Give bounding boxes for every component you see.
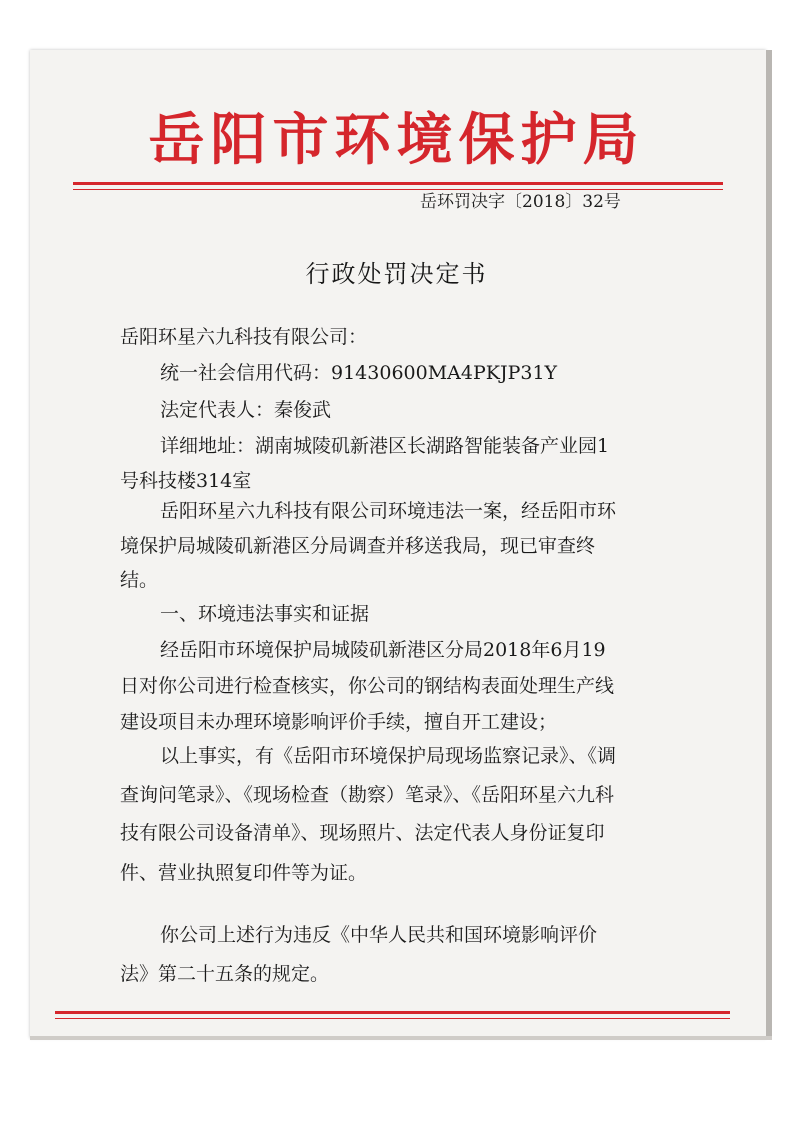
evidence-line-4: 件、营业执照复印件等为证。 [120,862,368,884]
masthead-rule-thick [73,182,723,185]
violation-line-1: 你公司上述行为违反《中华人民共和国环境影响评价 [160,924,598,946]
page-edge-shadow [766,50,772,1038]
evidence-line-3: 技有限公司设备清单》、现场照片、法定代表人身份证复印 [120,822,605,844]
agency-masthead: 岳阳市环境保护局 [148,107,645,173]
page-bottom-shadow [30,1036,772,1040]
section-heading-facts: 一、环境违法事实和证据 [160,603,370,625]
document-title: 行政处罚决定书 [305,260,488,288]
document-number: 岳环罚决字〔2018〕32号 [420,192,621,212]
intro-line-1: 岳阳环星六九科技有限公司环境违法一案，经岳阳市环 [160,500,617,522]
footer-rule-thin [55,1018,730,1019]
address-line-1: 详细地址：湖南城陵矶新港区长湖路智能装备产业园1 [160,435,610,457]
legal-representative: 法定代表人：秦俊武 [160,399,332,421]
address-line-2: 号科技楼314室 [120,470,252,492]
credit-code: 统一社会信用代码：91430600MA4PKJP31Y [160,362,558,384]
masthead-rule-thin [73,189,723,190]
addressee: 岳阳环星六九科技有限公司： [120,326,368,348]
facts-line-3: 建设项目未办理环境影响评价手续，擅自开工建设； [120,711,558,733]
facts-line-2: 日对你公司进行检查核实，你公司的钢结构表面处理生产线 [120,675,615,697]
violation-line-2: 法》第二十五条的规定。 [120,963,330,985]
facts-line-1: 经岳阳市环境保护局城陵矶新港区分局2018年6月19 [160,639,606,661]
footer-rule-thick [55,1011,730,1014]
intro-line-2: 境保护局城陵矶新港区分局调查并移送我局，现已审查终 [120,535,596,557]
evidence-line-2: 查询问笔录》、《现场检查（勘察）笔录》、《岳阳环星六九科 [120,784,615,806]
intro-line-3: 结。 [120,569,159,591]
evidence-line-1: 以上事实，有《岳阳市环境保护局现场监察记录》、《调 [160,745,617,767]
